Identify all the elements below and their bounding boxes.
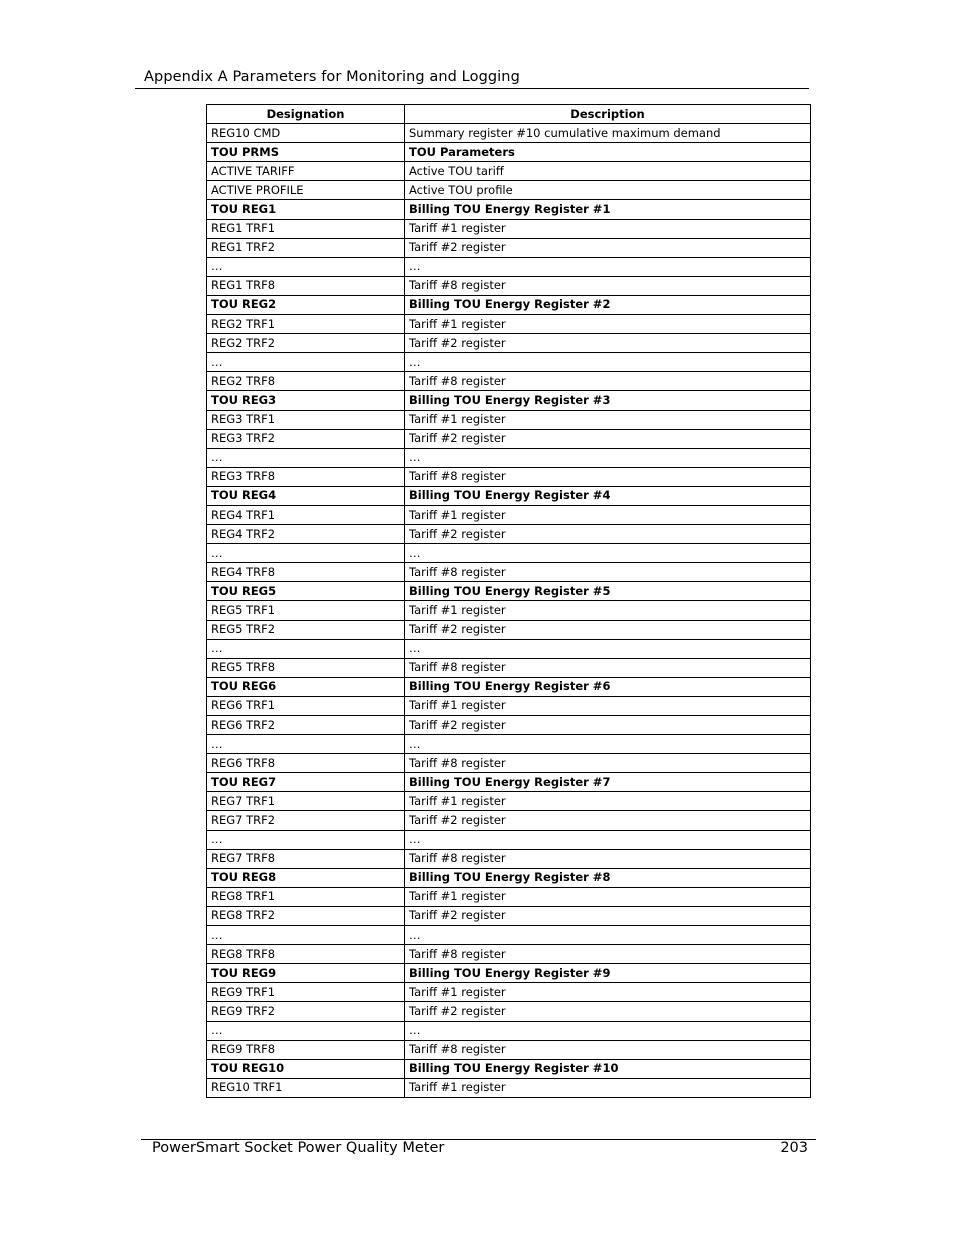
table-row [207, 887, 811, 906]
table-row [207, 257, 811, 276]
table-body [207, 124, 811, 1098]
description-cell: Billing TOU Energy Register #6 [405, 677, 811, 696]
designation-cell: TOU REG5 [207, 582, 405, 601]
description-cell: Billing TOU Energy Register #8 [405, 868, 811, 887]
table-row [207, 467, 811, 486]
designation-cell: REG4 TRF2 [207, 525, 405, 544]
table-row [207, 429, 811, 448]
table-row [207, 735, 811, 754]
designation-cell: REG4 TRF8 [207, 563, 405, 582]
designation-cell: … [207, 257, 405, 276]
table-row [207, 372, 811, 391]
designation-cell: … [207, 926, 405, 945]
table-row [207, 162, 811, 181]
table-row [207, 601, 811, 620]
designation-cell: TOU REG3 [207, 391, 405, 410]
designation-cell: REG2 TRF8 [207, 372, 405, 391]
description-cell: … [405, 1021, 811, 1040]
description-cell: Tariff #2 register [405, 525, 811, 544]
description-cell: Billing TOU Energy Register #4 [405, 486, 811, 505]
table-header-row [207, 105, 811, 124]
designation-cell: ACTIVE PROFILE [207, 181, 405, 200]
description-cell: Tariff #2 register [405, 238, 811, 257]
designation-cell: REG5 TRF2 [207, 620, 405, 639]
table-row [207, 448, 811, 467]
description-cell: Tariff #2 register [405, 620, 811, 639]
designation-cell: REG2 TRF1 [207, 315, 405, 334]
description-cell: Summary register #10 cumulative maximum demand [405, 124, 811, 143]
table-row [207, 200, 811, 219]
description-cell: Tariff #1 register [405, 410, 811, 429]
designation-cell: TOU REG1 [207, 200, 405, 219]
footer-product-name: PowerSmart Socket Power Quality Meter [152, 1140, 445, 1156]
table-row [207, 582, 811, 601]
table-row [207, 334, 811, 353]
table-row [207, 868, 811, 887]
designation-cell: REG1 TRF8 [207, 276, 405, 295]
table-row [207, 276, 811, 295]
designation-cell: REG10 CMD [207, 124, 405, 143]
designation-cell: TOU REG8 [207, 868, 405, 887]
description-cell: … [405, 353, 811, 372]
description-cell: Billing TOU Energy Register #3 [405, 391, 811, 410]
table-row [207, 945, 811, 964]
designation-cell: REG3 TRF2 [207, 429, 405, 448]
designation-cell: REG7 TRF8 [207, 849, 405, 868]
table-row [207, 792, 811, 811]
designation-cell: REG8 TRF2 [207, 906, 405, 925]
description-cell: Tariff #2 register [405, 716, 811, 735]
description-cell: Active TOU profile [405, 181, 811, 200]
description-cell: Tariff #8 register [405, 1040, 811, 1059]
table-row [207, 620, 811, 639]
designation-cell: REG5 TRF8 [207, 658, 405, 677]
table-row [207, 410, 811, 429]
table-row [207, 906, 811, 925]
description-cell: Tariff #8 register [405, 849, 811, 868]
description-cell: Tariff #1 register [405, 1078, 811, 1097]
designation-cell: REG1 TRF2 [207, 238, 405, 257]
description-cell: Tariff #1 register [405, 983, 811, 1002]
table-row [207, 677, 811, 696]
description-cell: Billing TOU Energy Register #2 [405, 295, 811, 314]
table-row [207, 238, 811, 257]
table-row [207, 983, 811, 1002]
designation-cell: TOU REG10 [207, 1059, 405, 1078]
table-row [207, 1002, 811, 1021]
table-row [207, 1040, 811, 1059]
description-cell: Tariff #1 register [405, 696, 811, 715]
table-row [207, 696, 811, 715]
description-cell: Tariff #1 register [405, 315, 811, 334]
description-cell: Tariff #2 register [405, 906, 811, 925]
description-cell: Tariff #8 register [405, 658, 811, 677]
description-cell: Tariff #8 register [405, 372, 811, 391]
designation-cell: TOU REG7 [207, 773, 405, 792]
table-row [207, 143, 811, 162]
designation-cell: … [207, 1021, 405, 1040]
table-row [207, 811, 811, 830]
table-row [207, 716, 811, 735]
designation-cell: REG9 TRF1 [207, 983, 405, 1002]
description-cell: … [405, 830, 811, 849]
column-header-designation: Designation [207, 105, 405, 124]
designation-cell: … [207, 448, 405, 467]
table-row [207, 926, 811, 945]
description-cell: Tariff #8 register [405, 276, 811, 295]
table-row [207, 391, 811, 410]
table-row [207, 1078, 811, 1097]
description-cell: Tariff #2 register [405, 334, 811, 353]
designation-cell: TOU REG4 [207, 486, 405, 505]
table-row [207, 754, 811, 773]
table-row [207, 658, 811, 677]
description-cell: Billing TOU Energy Register #10 [405, 1059, 811, 1078]
designation-cell: … [207, 830, 405, 849]
description-cell: Tariff #8 register [405, 563, 811, 582]
table-row [207, 1021, 811, 1040]
table-row [207, 124, 811, 143]
description-cell: … [405, 544, 811, 563]
table-row [207, 486, 811, 505]
table-row [207, 773, 811, 792]
designation-cell: … [207, 735, 405, 754]
description-cell: Tariff #1 register [405, 505, 811, 524]
description-cell: … [405, 448, 811, 467]
designation-cell: REG6 TRF2 [207, 716, 405, 735]
designation-cell: … [207, 639, 405, 658]
designation-cell: TOU REG6 [207, 677, 405, 696]
designation-cell: REG3 TRF1 [207, 410, 405, 429]
header-divider [135, 88, 809, 89]
parameters-table [206, 104, 811, 1098]
description-cell: Billing TOU Energy Register #7 [405, 773, 811, 792]
description-cell: Tariff #2 register [405, 811, 811, 830]
designation-cell: ACTIVE TARIFF [207, 162, 405, 181]
table-row [207, 295, 811, 314]
table-row [207, 849, 811, 868]
table-row [207, 1059, 811, 1078]
designation-cell: REG2 TRF2 [207, 334, 405, 353]
description-cell: Tariff #2 register [405, 429, 811, 448]
designation-cell: … [207, 544, 405, 563]
designation-cell: TOU PRMS [207, 143, 405, 162]
table-row [207, 639, 811, 658]
table-row [207, 181, 811, 200]
description-cell: Tariff #8 register [405, 467, 811, 486]
description-cell: … [405, 639, 811, 658]
description-cell: Active TOU tariff [405, 162, 811, 181]
table-row [207, 219, 811, 238]
designation-cell: REG5 TRF1 [207, 601, 405, 620]
table-row [207, 315, 811, 334]
description-cell: … [405, 257, 811, 276]
designation-cell: REG9 TRF8 [207, 1040, 405, 1059]
table-row [207, 525, 811, 544]
description-cell: … [405, 735, 811, 754]
description-cell: Tariff #8 register [405, 945, 811, 964]
description-cell: TOU Parameters [405, 143, 811, 162]
designation-cell: REG4 TRF1 [207, 505, 405, 524]
page-number: 203 [780, 1140, 808, 1156]
designation-cell: … [207, 353, 405, 372]
column-header-description: Description [405, 105, 811, 124]
designation-cell: REG7 TRF1 [207, 792, 405, 811]
page-header: Appendix A Parameters for Monitoring and Logging [144, 69, 520, 85]
table-row [207, 964, 811, 983]
table-row [207, 505, 811, 524]
description-cell: Tariff #1 register [405, 792, 811, 811]
description-cell: Tariff #1 register [405, 887, 811, 906]
designation-cell: TOU REG9 [207, 964, 405, 983]
designation-cell: REG8 TRF1 [207, 887, 405, 906]
designation-cell: REG8 TRF8 [207, 945, 405, 964]
description-cell: Billing TOU Energy Register #9 [405, 964, 811, 983]
designation-cell: REG7 TRF2 [207, 811, 405, 830]
table-row [207, 563, 811, 582]
designation-cell: REG3 TRF8 [207, 467, 405, 486]
description-cell: Tariff #8 register [405, 754, 811, 773]
description-cell: … [405, 926, 811, 945]
table-row [207, 353, 811, 372]
description-cell: Tariff #2 register [405, 1002, 811, 1021]
table-row [207, 544, 811, 563]
designation-cell: REG9 TRF2 [207, 1002, 405, 1021]
designation-cell: REG10 TRF1 [207, 1078, 405, 1097]
description-cell: Billing TOU Energy Register #5 [405, 582, 811, 601]
designation-cell: TOU REG2 [207, 295, 405, 314]
designation-cell: REG6 TRF8 [207, 754, 405, 773]
designation-cell: REG6 TRF1 [207, 696, 405, 715]
table-row [207, 830, 811, 849]
description-cell: Tariff #1 register [405, 601, 811, 620]
designation-cell: REG1 TRF1 [207, 219, 405, 238]
description-cell: Billing TOU Energy Register #1 [405, 200, 811, 219]
description-cell: Tariff #1 register [405, 219, 811, 238]
